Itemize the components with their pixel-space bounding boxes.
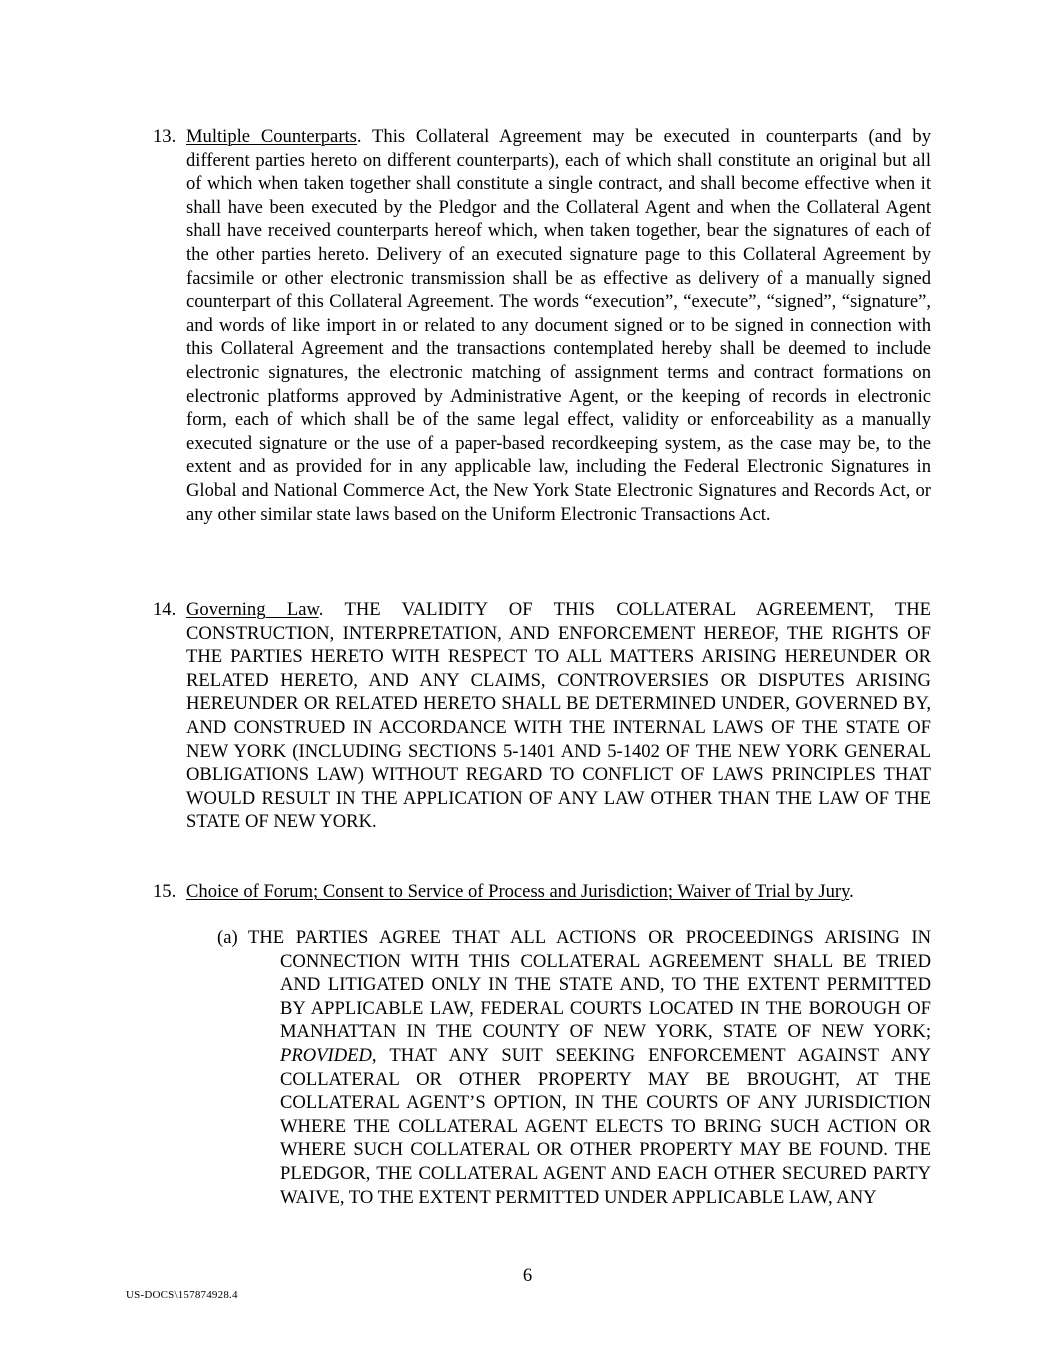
section-text: . THE VALIDITY OF THIS COLLATERAL AGREEMENT, THE CONSTRUCTION, INTERPRETATION, AND ENFORCEMENT HEREOF, THE RIGHTS OF THE PARTIES HERETO WITH RESPECT TO ALL MATTERS ARISING HEREUNDER OR RELATED HERETO, AND ANY CLAIMS, CONTROVERSIES OR DISPUTES ARISING HEREUNDER OR RELATED HERETO SHALL BE DETERMINED UNDER, GOVERNED BY, AND CONSTRUED IN ACCORDANCE WITH THE INTERNAL LAWS OF THE STATE OF NEW YORK (INCLUDING SECTIONS 5-1401 AND 5-1402 OF THE NEW YORK GENERAL OBLIGATIONS LAW) WITHOUT REGARD TO CONFLICT OF LAWS PRINCIPLES THAT WOULD RESULT IN THE APPLICATION OF ANY LAW OTHER THAN THE LAW OF THE STATE OF NEW YORK. (186, 599, 931, 833)
subsection-15a (217, 926, 931, 1209)
subsection-text-before: THE PARTIES AGREE THAT ALL ACTIONS OR PROCEEDINGS ARISING IN CONNECTION WITH THIS COLLATERAL AGREEMENT SHALL BE TRIED AND LITIGATED ONLY IN THE STATE AND, TO THE EXTENT PERMITTED BY APPLICABLE LAW, FEDERAL COURTS LOCATED IN THE BOROUGH OF MANHATTAN IN THE COUNTY OF NEW YORK, STATE OF NEW YORK; (248, 927, 931, 1043)
section-body (186, 880, 931, 904)
subsection-text-after: , THAT ANY SUIT SEEKING ENFORCEMENT AGAINST ANY COLLATERAL OR OTHER PROPERTY MAY BE BROUGHT, AT THE COLLATERAL AGENT’S OPTION, IN THE COURTS OF ANY JURISDICTION WHERE THE COLLATERAL AGENT ELECTS TO BRING SUCH ACTION OR WHERE SUCH COLLATERAL OR OTHER PROPERTY MAY BE FOUND. THE PLEDGOR, THE COLLATERAL AGENT AND EACH OTHER SECURED PARTY WAIVE, TO THE EXTENT PERMITTED UNDER APPLICABLE LAW, ANY (280, 1044, 931, 1208)
section-14-governing-law (153, 598, 931, 834)
section-number: 15. (153, 881, 177, 902)
section-body (186, 598, 931, 834)
subsection-emphasis: PROVIDED (280, 1044, 372, 1066)
page-number: 6 (522, 1265, 533, 1286)
section-heading: Governing Law (186, 599, 319, 620)
subsection-label: (a) (217, 927, 238, 948)
section-number: 13. (153, 126, 177, 147)
document-id: US-DOCS\157874928.4 (126, 1289, 238, 1301)
section-13-multiple-counterparts (153, 125, 931, 526)
section-text: . (849, 881, 854, 902)
section-heading: Choice of Forum; Consent to Service of Process and Jurisdiction; Waiver of Trial by Jury (186, 881, 850, 902)
section-text: . This Collateral Agreement may be executed in counterparts (and by different parties hereto on different counterparts), each of which shall constitute an original but all of which when taken together shall constitute a single contract, and shall become effective when it shall have been executed by the Pledgor and the Collateral Agent and when the Collateral Agent shall have received counterparts hereof which, when taken together, bear the signatures of each of the other parties hereto. Delivery of an executed signature page to this Collateral Agreement by facsimile or other electronic transmission shall be as effective as delivery of a manually signed counterpart of this Collateral Agreement. The words “execution”, “execute”, “signed”, “signature”, and words of like import in or related to any document signed or to be signed in connection with this Collateral Agreement and the transactions contemplated hereby shall be deemed to include electronic signatures, the electronic matching of assignment terms and contract formations on electronic platforms approved by Administrative Agent, or the keeping of records in electronic form, each of which shall be of the same legal effect, validity or enforceability as a manually executed signature or the use of a paper-based recordkeeping system, as the case may be, to the extent and as provided for in any applicable law, including the Federal Electronic Signatures in Global and National Commerce Act, the New York State Electronic Signatures and Records Act, or any other similar state laws based on the Uniform Electronic Transactions Act. (186, 126, 931, 525)
section-15-choice-of-forum (153, 880, 931, 904)
section-heading: Multiple Counterparts (186, 126, 357, 147)
section-number: 14. (153, 599, 177, 620)
subsection-body (248, 926, 931, 1209)
section-body (186, 125, 931, 526)
